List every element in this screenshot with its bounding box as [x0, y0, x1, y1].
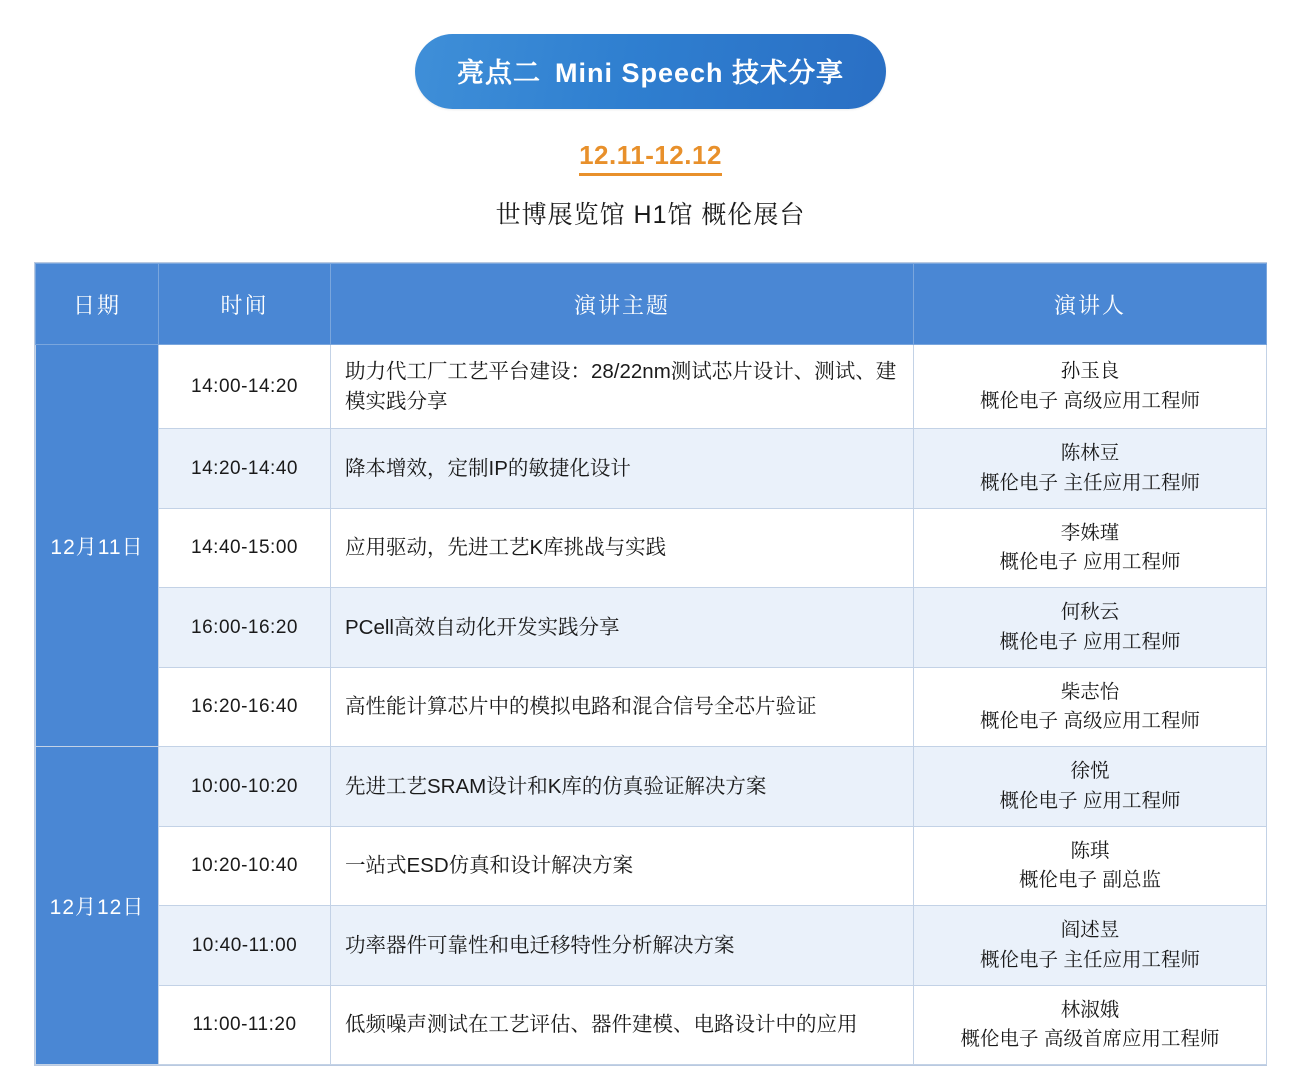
speaker-role: 概伦电子 副总监 — [1019, 869, 1161, 892]
table-row — [36, 588, 1267, 668]
session-time: 14:20-14:40 — [159, 429, 331, 509]
session-time: 10:40-11:00 — [159, 906, 331, 986]
speaker-role: 概伦电子 主任应用工程师 — [980, 471, 1200, 494]
speaker-name: 何秋云 — [1060, 601, 1120, 624]
speaker-name: 李姝瑾 — [1060, 521, 1120, 544]
speaker-role: 概伦电子 高级应用工程师 — [980, 389, 1200, 412]
session-time: 10:20-10:40 — [159, 826, 331, 906]
schedule-table — [35, 263, 1267, 1065]
day-label-1: 12月11日 — [36, 345, 159, 747]
table-row — [36, 906, 1267, 986]
speaker-role: 概伦电子 高级应用工程师 — [980, 710, 1200, 733]
session-time: 16:20-16:40 — [159, 667, 331, 747]
schedule-table-wrapper — [34, 262, 1267, 1066]
speaker-role: 概伦电子 应用工程师 — [999, 630, 1181, 653]
session-speaker — [914, 985, 1267, 1065]
speaker-role: 概伦电子 高级首席应用工程师 — [960, 1028, 1220, 1051]
speaker-name: 陈琪 — [1070, 839, 1110, 862]
session-time: 11:00-11:20 — [159, 985, 331, 1065]
session-speaker — [914, 906, 1267, 986]
event-venue: 世博展览馆 H1馆 概伦展台 — [495, 201, 806, 229]
session-topic: 助力代工厂工艺平台建设：28/22nm测试芯片设计、测试、建模实践分享 — [331, 345, 914, 429]
table-row — [36, 826, 1267, 906]
event-date-range — [0, 140, 1301, 171]
event-date-range-text: 12.11-12.12 — [579, 140, 722, 176]
speaker-role: 概伦电子 应用工程师 — [999, 551, 1181, 574]
session-topic: 一站式ESD仿真和设计解决方案 — [331, 826, 914, 906]
session-time: 16:00-16:20 — [159, 588, 331, 668]
session-speaker — [914, 826, 1267, 906]
session-topic: 先进工艺SRAM设计和K库的仿真验证解决方案 — [331, 747, 914, 827]
speaker-name: 孙玉良 — [1060, 360, 1120, 383]
table-row — [36, 667, 1267, 747]
highlight-banner — [415, 34, 886, 109]
banner-prefix: 亮点二 — [456, 58, 541, 88]
banner-container — [0, 0, 1301, 109]
table-row — [36, 747, 1267, 827]
session-time: 10:00-10:20 — [159, 747, 331, 827]
day-label-2: 12月12日 — [36, 747, 159, 1065]
column-header-date: 日期 — [36, 264, 159, 345]
column-header-speaker: 演讲人 — [914, 264, 1267, 345]
session-speaker — [914, 345, 1267, 429]
session-speaker — [914, 508, 1267, 588]
session-topic: 高性能计算芯片中的模拟电路和混合信号全芯片验证 — [331, 667, 914, 747]
session-speaker — [914, 588, 1267, 668]
session-topic: PCell高效自动化开发实践分享 — [331, 588, 914, 668]
session-speaker — [914, 747, 1267, 827]
session-topic: 低频噪声测试在工艺评估、器件建模、电路设计中的应用 — [331, 985, 914, 1065]
column-header-time: 时间 — [159, 264, 331, 345]
banner-title: Mini Speech 技术分享 — [554, 58, 845, 88]
table-row — [36, 985, 1267, 1065]
speaker-name: 徐悦 — [1070, 760, 1110, 783]
session-time: 14:00-14:20 — [159, 345, 331, 429]
speaker-name: 林淑娥 — [1060, 998, 1120, 1021]
session-speaker — [914, 429, 1267, 509]
session-time: 14:40-15:00 — [159, 508, 331, 588]
speaker-role: 概伦电子 主任应用工程师 — [980, 948, 1200, 971]
table-row — [36, 345, 1267, 429]
speaker-name: 柴志怡 — [1060, 680, 1120, 703]
table-header-row — [36, 264, 1267, 345]
column-header-topic: 演讲主题 — [331, 264, 914, 345]
table-row — [36, 508, 1267, 588]
session-topic: 降本增效，定制IP的敏捷化设计 — [331, 429, 914, 509]
speaker-name: 陈林豆 — [1060, 442, 1120, 465]
session-topic: 应用驱动，先进工艺K库挑战与实践 — [331, 508, 914, 588]
session-speaker — [914, 667, 1267, 747]
speaker-name: 阎述昱 — [1060, 919, 1120, 942]
session-topic: 功率器件可靠性和电迁移特性分析解决方案 — [331, 906, 914, 986]
speaker-role: 概伦电子 应用工程师 — [999, 789, 1181, 812]
table-row — [36, 429, 1267, 509]
